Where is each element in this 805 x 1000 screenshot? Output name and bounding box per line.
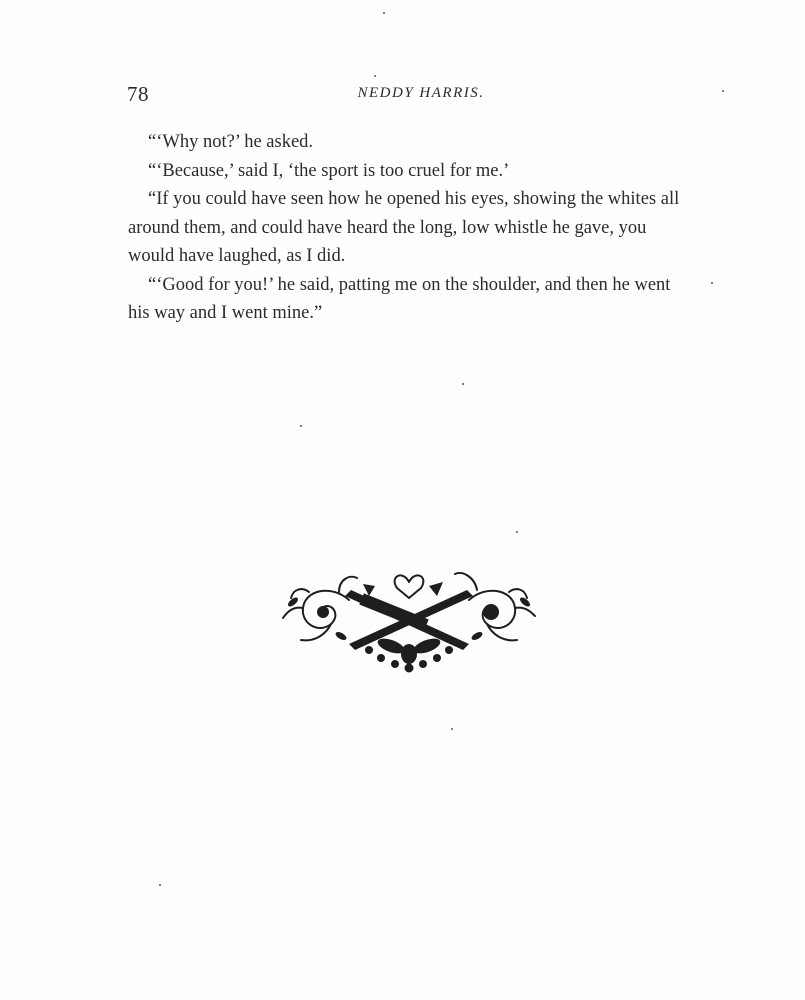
paragraph: “‘Because,’ said I, ‘the sport is too cruel for me.’	[148, 160, 510, 181]
print-speck	[711, 282, 713, 284]
paragraph: “‘Why not?’ he asked.	[148, 132, 314, 152]
paragraph: “‘Good for you!’ he said, patting me on the shoulder, and then he went his way and I went mine.”	[128, 274, 671, 323]
print-speck	[462, 383, 464, 385]
print-speck	[451, 728, 453, 730]
print-speck	[374, 75, 376, 77]
page-number: 78	[127, 82, 149, 106]
paragraph: “If you could have seen how he opened his eyes, showing the whites all around them, and could have heard the long, low whistle he gave, you would have laughed, as I did.	[128, 189, 680, 266]
print-speck	[300, 425, 302, 427]
page-header	[127, 82, 690, 108]
tailpiece-ornament-icon	[279, 562, 539, 674]
print-speck	[383, 12, 385, 14]
print-speck	[516, 531, 518, 533]
body-text	[128, 128, 690, 328]
print-speck	[722, 90, 724, 92]
print-speck	[159, 884, 161, 886]
running-title: NEDDY HARRIS.	[357, 85, 485, 101]
